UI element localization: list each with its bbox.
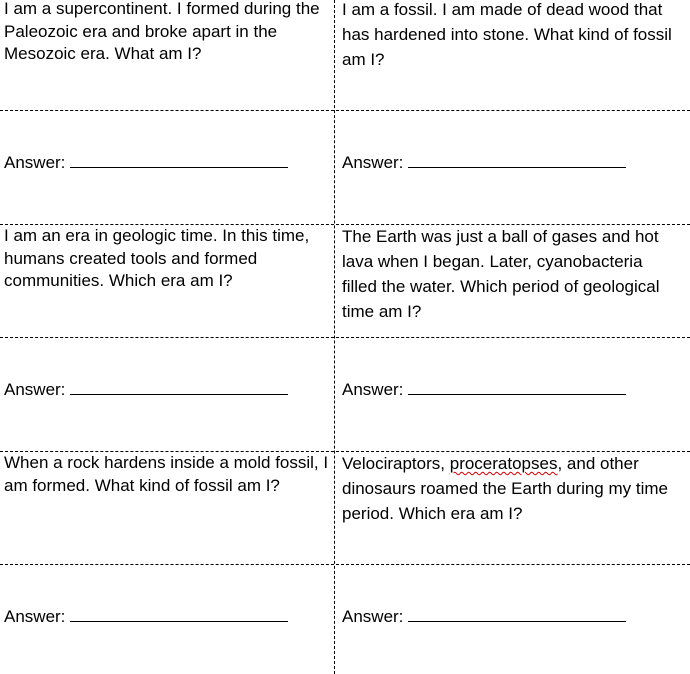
question-text-2: I am a fossil. I am made of dead wood that has hardened into stone. What kind of fossil am I?	[342, 0, 672, 69]
answer-label-3: Answer:	[4, 380, 66, 399]
answer-row-1	[4, 153, 288, 173]
question-text-4: The Earth was just a ball of gases and hot lava when I began. Later, cyanobacteria filled the water. Which period of geological time am I?	[342, 227, 660, 321]
answer-label-1: Answer:	[4, 153, 66, 172]
answer-label-6: Answer:	[342, 607, 404, 626]
answer-label-2: Answer:	[342, 153, 404, 172]
question-text-6-prefix: Velociraptors,	[342, 454, 450, 473]
question-text-6-suffix: , and other dinosaurs roamed the Earth during my time period. Which era am I?	[342, 454, 668, 523]
answer-blank-1[interactable]	[70, 153, 288, 168]
answer-row-2	[342, 153, 626, 173]
spellcheck-word: proceratopses	[449, 454, 558, 473]
row-divider	[0, 337, 690, 338]
row-divider	[0, 564, 690, 565]
answer-blank-2[interactable]	[408, 153, 626, 168]
answer-label-5: Answer:	[4, 607, 66, 626]
answer-label-4: Answer:	[342, 380, 404, 399]
answer-row-5	[4, 607, 288, 627]
answer-blank-5[interactable]	[70, 607, 288, 622]
question-text-3: I am an era in geologic time. In this time, humans created tools and formed communities. Which era am I?	[4, 226, 310, 290]
answer-row-6	[342, 607, 626, 627]
question-text-5: When a rock hardens inside a mold fossil, I am formed. What kind of fossil am I?	[4, 453, 329, 495]
answer-blank-3[interactable]	[70, 380, 288, 395]
answer-blank-6[interactable]	[408, 607, 626, 622]
question-text-6	[342, 451, 682, 526]
row-divider	[0, 110, 690, 111]
answer-blank-4[interactable]	[408, 380, 626, 395]
answer-row-4	[342, 380, 626, 400]
answer-row-3	[4, 380, 288, 400]
question-text-1: I am a supercontinent. I formed during the Paleozoic era and broke apart in the Mesozoic era. What am I?	[4, 0, 320, 63]
